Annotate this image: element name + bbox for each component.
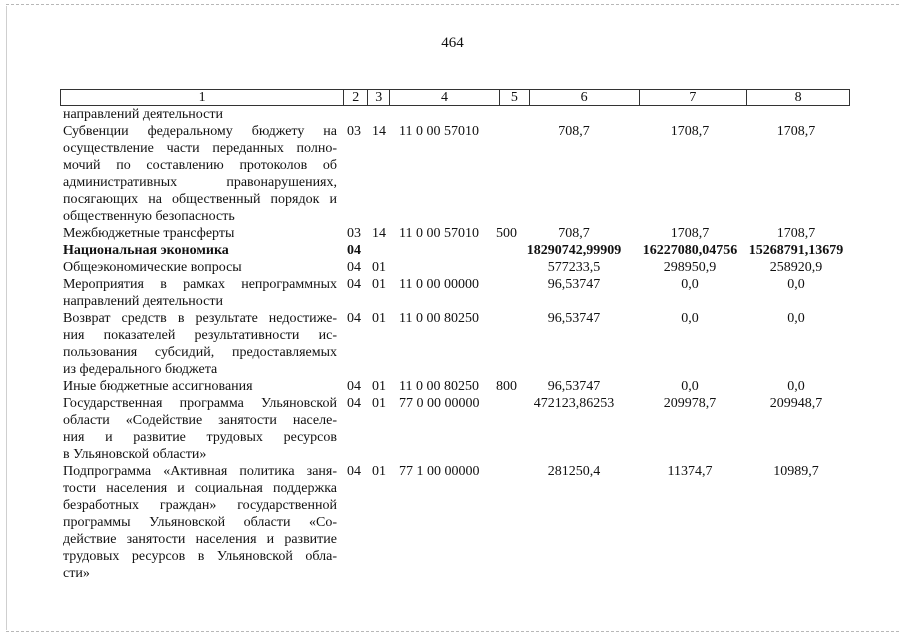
row-name-line: программы Ульяновской области «Со- [63,515,337,530]
row-name-line: в Ульяновской области» [63,447,207,462]
row-name-line: мочий по составлению протоколов об [63,158,337,173]
row-name [63,463,337,582]
cell-amount-col7: 16227080,04756 [642,243,738,258]
row-name-line: Межбюджетные трансферты [63,226,235,241]
cell-section: 04 [347,464,361,479]
table-row [0,259,905,276]
row-name-line: ния показателей результативности ис- [63,328,337,343]
row-name-line: Субвенции федеральному бюджету на [63,124,337,139]
row-name-line: направлений деятельности [63,107,223,122]
cell-subsection: 14 [372,124,386,139]
cell-amount-col6: 281250,4 [547,464,601,479]
cell-amount-col8: 0,0 [787,311,805,326]
row-name [63,242,337,259]
cell-target-code: 77 1 00 00000 [399,464,480,479]
cell-amount-col7: 0,0 [681,311,699,326]
row-name [63,123,337,225]
row-name-line: Мероприятия в рамках непрограммных [63,277,337,292]
row-name-line: осуществление части переданных полно- [63,141,337,156]
cell-amount-col7: 0,0 [681,277,699,292]
cell-subsection: 01 [372,464,386,479]
cell-amount-col6: 577233,5 [547,260,601,275]
cell-section: 04 [347,396,361,411]
cell-section: 04 [347,379,361,394]
cell-amount-col6: 96,53747 [547,311,601,326]
table-header [60,89,850,106]
header-col-8: 8 [794,90,802,105]
cell-subsection: 01 [372,260,386,275]
cell-amount-col8: 258920,9 [769,260,823,275]
row-name-line: тости населения и социальная поддержка [63,481,337,496]
table-row [0,378,905,395]
row-name-line: административных правонарушениях, [63,175,337,190]
cell-target-code: 11 0 00 57010 [399,124,479,139]
header-col-4: 4 [390,90,500,105]
cell-amount-col7: 209978,7 [663,396,717,411]
cell-subsection: 01 [372,379,386,394]
header-col-3: 3 [368,90,390,105]
row-name-line: безработных граждан» государственной [63,498,337,513]
cell-amount-col6: 96,53747 [547,379,601,394]
cell-subsection: 14 [372,226,386,241]
cell-subsection: 01 [372,311,386,326]
row-name-line: Иные бюджетные ассигнования [63,379,253,394]
cell-amount-col7: 298950,9 [663,260,717,275]
cell-target-code: 77 0 00 00000 [399,396,480,411]
table-row [0,310,905,378]
table-row [0,395,905,463]
cell-amount-col7: 1708,7 [670,226,710,241]
row-name [63,106,337,123]
cell-amount-col8: 209948,7 [769,396,823,411]
row-name-line: посягающих на общественный порядок и [63,192,337,207]
top-page-edge [6,4,899,5]
header-col-7: 7 [640,90,748,105]
row-name-line: Возврат средств в результате недостиже- [63,311,337,326]
cell-amount-col6: 472123,86253 [533,396,615,411]
cell-expense-type: 500 [496,226,517,241]
table-row [0,225,905,242]
cell-amount-col8: 1708,7 [776,124,816,139]
cell-section: 04 [347,311,361,326]
row-name-line: ния и развитие трудовых ресурсов [63,430,337,445]
row-name-line: пользования субсидий, предоставляемых [63,345,337,360]
cell-amount-col7: 1708,7 [670,124,710,139]
cell-target-code: 11 0 00 80250 [399,311,479,326]
table-row [0,106,905,123]
row-name-line: сти» [63,566,90,581]
cell-amount-col7: 0,0 [681,379,699,394]
cell-section: 03 [347,124,361,139]
table-row [0,463,905,582]
row-name [63,395,337,463]
header-col-2: 2 [344,90,368,105]
cell-amount-col8: 15268791,13679 [748,243,844,258]
cell-amount-col6: 96,53747 [547,277,601,292]
row-name-line: трудовых ресурсов в Ульяновской обла- [63,549,337,564]
header-col-5: 5 [500,90,530,105]
cell-amount-col7: 11374,7 [667,464,713,479]
cell-section: 04 [347,260,361,275]
row-name-line: Государственная программа Ульяновской [63,396,337,411]
row-name [63,378,337,395]
header-col-1: 1 [61,90,344,105]
cell-expense-type: 800 [496,379,517,394]
row-name-line: общественную безопасность [63,209,235,224]
cell-amount-col8: 1708,7 [776,226,816,241]
cell-subsection: 01 [372,277,386,292]
row-name-line: направлений деятельности [63,294,223,309]
row-name [63,310,337,378]
cell-amount-col6: 708,7 [558,226,590,241]
header-col-6: 6 [530,90,640,105]
cell-amount-col8: 10989,7 [773,464,819,479]
cell-section: 03 [347,226,361,241]
row-name-line: действие занятости населения и развитие [63,532,337,547]
cell-target-code: 11 0 00 00000 [399,277,479,292]
row-name-line: области «Содействие занятости населе- [63,413,337,428]
table-row [0,242,905,259]
row-name [63,276,337,310]
cell-target-code: 11 0 00 57010 [399,226,479,241]
cell-target-code: 11 0 00 80250 [399,379,479,394]
row-name-line: Национальная экономика [63,243,229,258]
cell-section: 04 [347,277,361,292]
cell-amount-col6: 708,7 [558,124,590,139]
page-number: 464 [441,35,464,51]
cell-subsection: 01 [372,396,386,411]
row-name [63,259,337,276]
row-name-line: Общеэкономические вопросы [63,260,242,275]
cell-amount-col8: 0,0 [787,277,805,292]
row-name [63,225,337,242]
row-name-line: Подпрограмма «Активная политика заня- [63,464,337,479]
table-row [0,276,905,310]
bottom-page-edge [6,631,899,632]
cell-section: 04 [347,243,361,258]
cell-amount-col6: 18290742,99909 [526,243,622,258]
table-row [0,123,905,225]
cell-amount-col8: 0,0 [787,379,805,394]
row-name-line: из федерального бюджета [63,362,218,377]
